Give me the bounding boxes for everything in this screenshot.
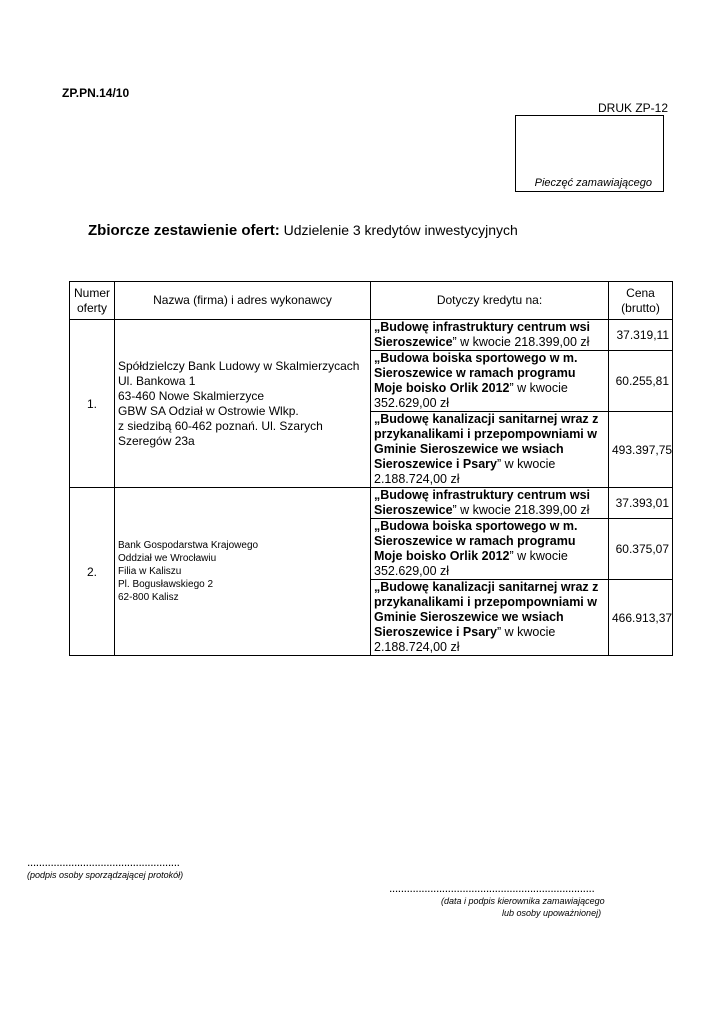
stamp-box bbox=[515, 115, 664, 192]
page-title bbox=[88, 222, 518, 239]
form-code: DRUK ZP-12 bbox=[598, 101, 669, 115]
manager-signature-label-2: lub osoby upoważnionej) bbox=[502, 908, 602, 918]
offers-table bbox=[69, 281, 673, 656]
preparer-signature-line: .................................................... bbox=[27, 855, 180, 869]
header-price: Cena (brutto) bbox=[609, 282, 673, 320]
table-header-row bbox=[70, 282, 673, 320]
credit-name: „Budowę kanalizacji sanitarnej wraz z przykanalikami i przepompowniami w Gminie Sieroszewice we wsiach Sieroszewice i Psary bbox=[374, 412, 599, 471]
credit-name: „Budowa boiska sportowego w m. Sieroszewice w ramach programu Moje boisko Orlik 2012 bbox=[374, 519, 578, 563]
header-firm: Nazwa (firma) i adres wykonawcy bbox=[115, 282, 371, 320]
price-cell: 37.319,11 bbox=[609, 320, 673, 351]
credit-amount: ” w kwocie 2.188.724,00 zł bbox=[374, 625, 556, 654]
credit-cell bbox=[371, 580, 609, 656]
credit-name: „Budowę kanalizacji sanitarnej wraz z przykanalikami i przepompowniami w Gminie Sieroszewice we wsiach Sieroszewice i Psary bbox=[374, 580, 599, 639]
firm-text: Bank Gospodarstwa Krajowego Oddział we Wrocławiu Filia w Kaliszu Pl. Bogusławskiego 2 62-800 Kalisz bbox=[118, 540, 259, 603]
credit-cell bbox=[371, 488, 609, 519]
credit-name: „Budowę infrastruktury centrum wsi Sieroszewice bbox=[374, 488, 591, 517]
credit-amount: ” w kwocie 218.399,00 zł bbox=[452, 503, 590, 517]
price-cell: 466.913,37 bbox=[609, 580, 673, 656]
credit-name: „Budowa boiska sportowego w m. Sieroszewice w ramach programu Moje boisko Orlik 2012 bbox=[374, 351, 578, 395]
header-number: Numer oferty bbox=[70, 282, 115, 320]
manager-signature-line: ...................................................................... bbox=[389, 881, 595, 895]
offer-number: 1. bbox=[70, 320, 115, 488]
credit-amount: ” w kwocie 352.629,00 zł bbox=[374, 381, 568, 410]
price-cell: 60.255,81 bbox=[609, 351, 673, 412]
credit-name: „Budowę infrastruktury centrum wsi Sieroszewice bbox=[374, 320, 591, 349]
title-rest: Udzielenie 3 kredytów inwestycyjnych bbox=[279, 222, 518, 238]
title-bold: Zbiorcze zestawienie ofert: bbox=[88, 222, 280, 239]
offer-number: 2. bbox=[70, 488, 115, 656]
credit-cell bbox=[371, 351, 609, 412]
credit-amount: ” w kwocie 218.399,00 zł bbox=[452, 335, 590, 349]
price-cell: 37.393,01 bbox=[609, 488, 673, 519]
credit-cell bbox=[371, 320, 609, 351]
table-row bbox=[70, 488, 673, 519]
firm-text: Spółdzielczy Bank Ludowy w Skalmierzycach Ul. Bankowa 1 63-460 Nowe Skalmierzyce GBW SA Odział w Ostrowie Wlkp. z siedzibą 60-462 poznań. Ul. Szarych Szeregów 23a bbox=[118, 358, 360, 448]
credit-cell bbox=[371, 412, 609, 488]
header-credit: Dotyczy kredytu na: bbox=[371, 282, 609, 320]
price-cell: 60.375,07 bbox=[609, 519, 673, 580]
stamp-label: Pieczęć zamawiającego bbox=[534, 177, 652, 189]
table-row bbox=[70, 320, 673, 351]
document-reference: ZP.PN.14/10 bbox=[62, 86, 130, 100]
price-cell: 493.397,75 bbox=[609, 412, 673, 488]
offer-firm bbox=[115, 488, 371, 656]
credit-amount: ” w kwocie 2.188.724,00 zł bbox=[374, 457, 556, 486]
preparer-signature-label: (podpis osoby sporządzającej protokół) bbox=[27, 870, 184, 880]
offer-firm bbox=[115, 320, 371, 488]
manager-signature-label: (data i podpis kierownika zamawiającego bbox=[441, 896, 605, 906]
credit-amount: ” w kwocie 352.629,00 zł bbox=[374, 549, 568, 578]
credit-cell bbox=[371, 519, 609, 580]
